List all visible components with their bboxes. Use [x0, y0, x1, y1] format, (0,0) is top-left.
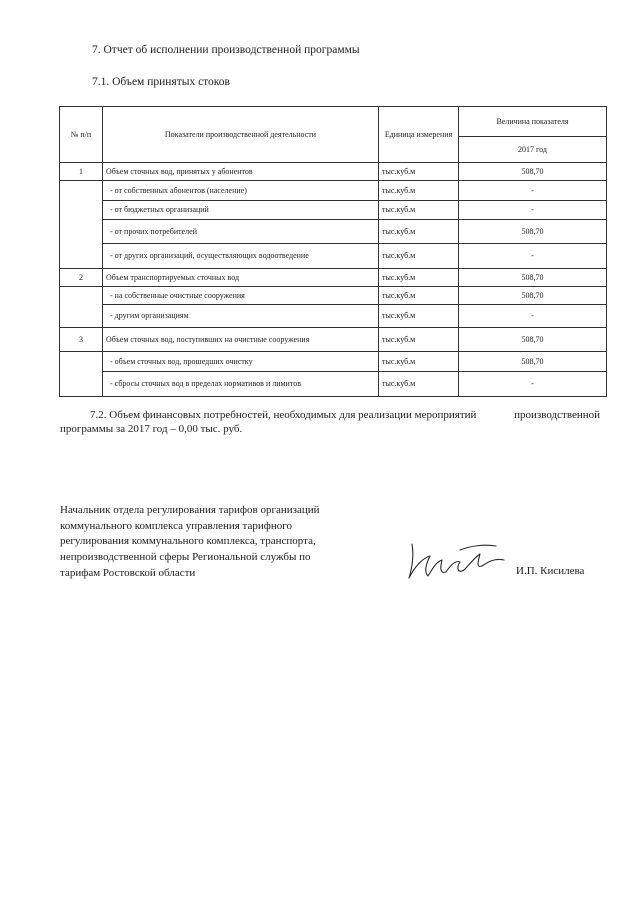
signer-name: И.П. Кисилева	[516, 565, 585, 577]
table-row	[60, 305, 607, 328]
row-unit: тыс.куб.м	[379, 244, 459, 269]
table-row	[60, 352, 607, 372]
table-row	[60, 372, 607, 397]
row-unit: тыс.куб.м	[379, 269, 459, 287]
row-indicator: - от прочих потребителей	[103, 220, 379, 244]
row-unit: тыс.куб.м	[379, 220, 459, 244]
row-indicator: - на собственные очистные сооружения	[103, 287, 379, 305]
row-value: 508,70	[459, 163, 607, 181]
row-value: -	[459, 305, 607, 328]
row-value: -	[459, 201, 607, 220]
row-value: -	[459, 181, 607, 201]
row-indicator: Объем сточных вод, поступивших на очистные сооружения	[103, 328, 379, 352]
paragraph-line-2: производственной программы за 2017 год – 0,00 тыс. руб.	[60, 409, 600, 436]
production-report-table	[59, 106, 607, 397]
header-value: Величина показателя	[459, 107, 607, 137]
row-num	[60, 181, 103, 269]
table-row	[60, 220, 607, 244]
row-num: 1	[60, 163, 103, 181]
subsection-title: 7.1. Объем принятых стоков	[92, 76, 230, 88]
section-title: 7. Отчет об исполнении производственной программы	[92, 44, 360, 56]
row-unit: тыс.куб.м	[379, 287, 459, 305]
row-value: -	[459, 244, 607, 269]
table-row	[60, 201, 607, 220]
signature-line: Начальник отдела регулирования тарифов организаций	[60, 504, 320, 516]
table-row	[60, 244, 607, 269]
table-row	[60, 287, 607, 305]
signature-line: регулирования коммунального комплекса, транспорта,	[60, 535, 316, 548]
row-unit: тыс.куб.м	[379, 181, 459, 201]
row-indicator: - другим организациям	[103, 305, 379, 328]
table-row	[60, 163, 607, 181]
financial-needs-paragraph	[60, 408, 600, 437]
row-unit: тыс.куб.м	[379, 305, 459, 328]
row-indicator: Объем транспортируемых сточных вод	[103, 269, 379, 287]
signature-line: непроизводственной сферы Региональной службы по	[60, 551, 311, 564]
paragraph-line-1: 7.2. Объем финансовых потребностей, необходимых для реализации мероприятий	[90, 409, 477, 421]
row-value: -	[459, 372, 607, 397]
row-indicator: - от бюджетных организаций	[103, 201, 379, 220]
header-num: № п/п	[60, 107, 103, 163]
signature-line: коммунального комплекса управления тарифного	[60, 519, 292, 532]
row-indicator: - от других организаций, осуществляющих водоотведение	[103, 244, 379, 269]
row-value: 508,70	[459, 269, 607, 287]
row-indicator: - объем сточных вод, прошедших очистку	[103, 352, 379, 372]
signature-line: тарифам Ростовской области	[60, 566, 196, 579]
row-num	[60, 287, 103, 328]
row-num: 3	[60, 328, 103, 352]
header-indicator: Показатели производственной деятельности	[103, 107, 379, 163]
row-unit: тыс.куб.м	[379, 201, 459, 220]
row-num	[60, 352, 103, 397]
table-row	[60, 181, 607, 201]
header-unit: Единица измерения	[379, 107, 459, 163]
row-unit: тыс.куб.м	[379, 352, 459, 372]
row-unit: тыс.куб.м	[379, 328, 459, 352]
row-value: 508,70	[459, 352, 607, 372]
handwritten-signature	[400, 536, 510, 586]
table-row	[60, 269, 607, 287]
row-num: 2	[60, 269, 103, 287]
row-unit: тыс.куб.м	[379, 372, 459, 397]
row-indicator: Объем сточных вод, принятых у абонентов	[103, 163, 379, 181]
row-indicator: - сбросы сточных вод в пределах нормативов и лимитов	[103, 372, 379, 397]
header-year: 2017 год	[459, 137, 607, 163]
table-row	[60, 328, 607, 352]
row-value: 508,70	[459, 287, 607, 305]
signature-block	[60, 503, 420, 582]
row-unit: тыс.куб.м	[379, 163, 459, 181]
row-value: 508,70	[459, 220, 607, 244]
row-value: 508,70	[459, 328, 607, 352]
row-indicator: - от собственных абонентов (население)	[103, 181, 379, 201]
